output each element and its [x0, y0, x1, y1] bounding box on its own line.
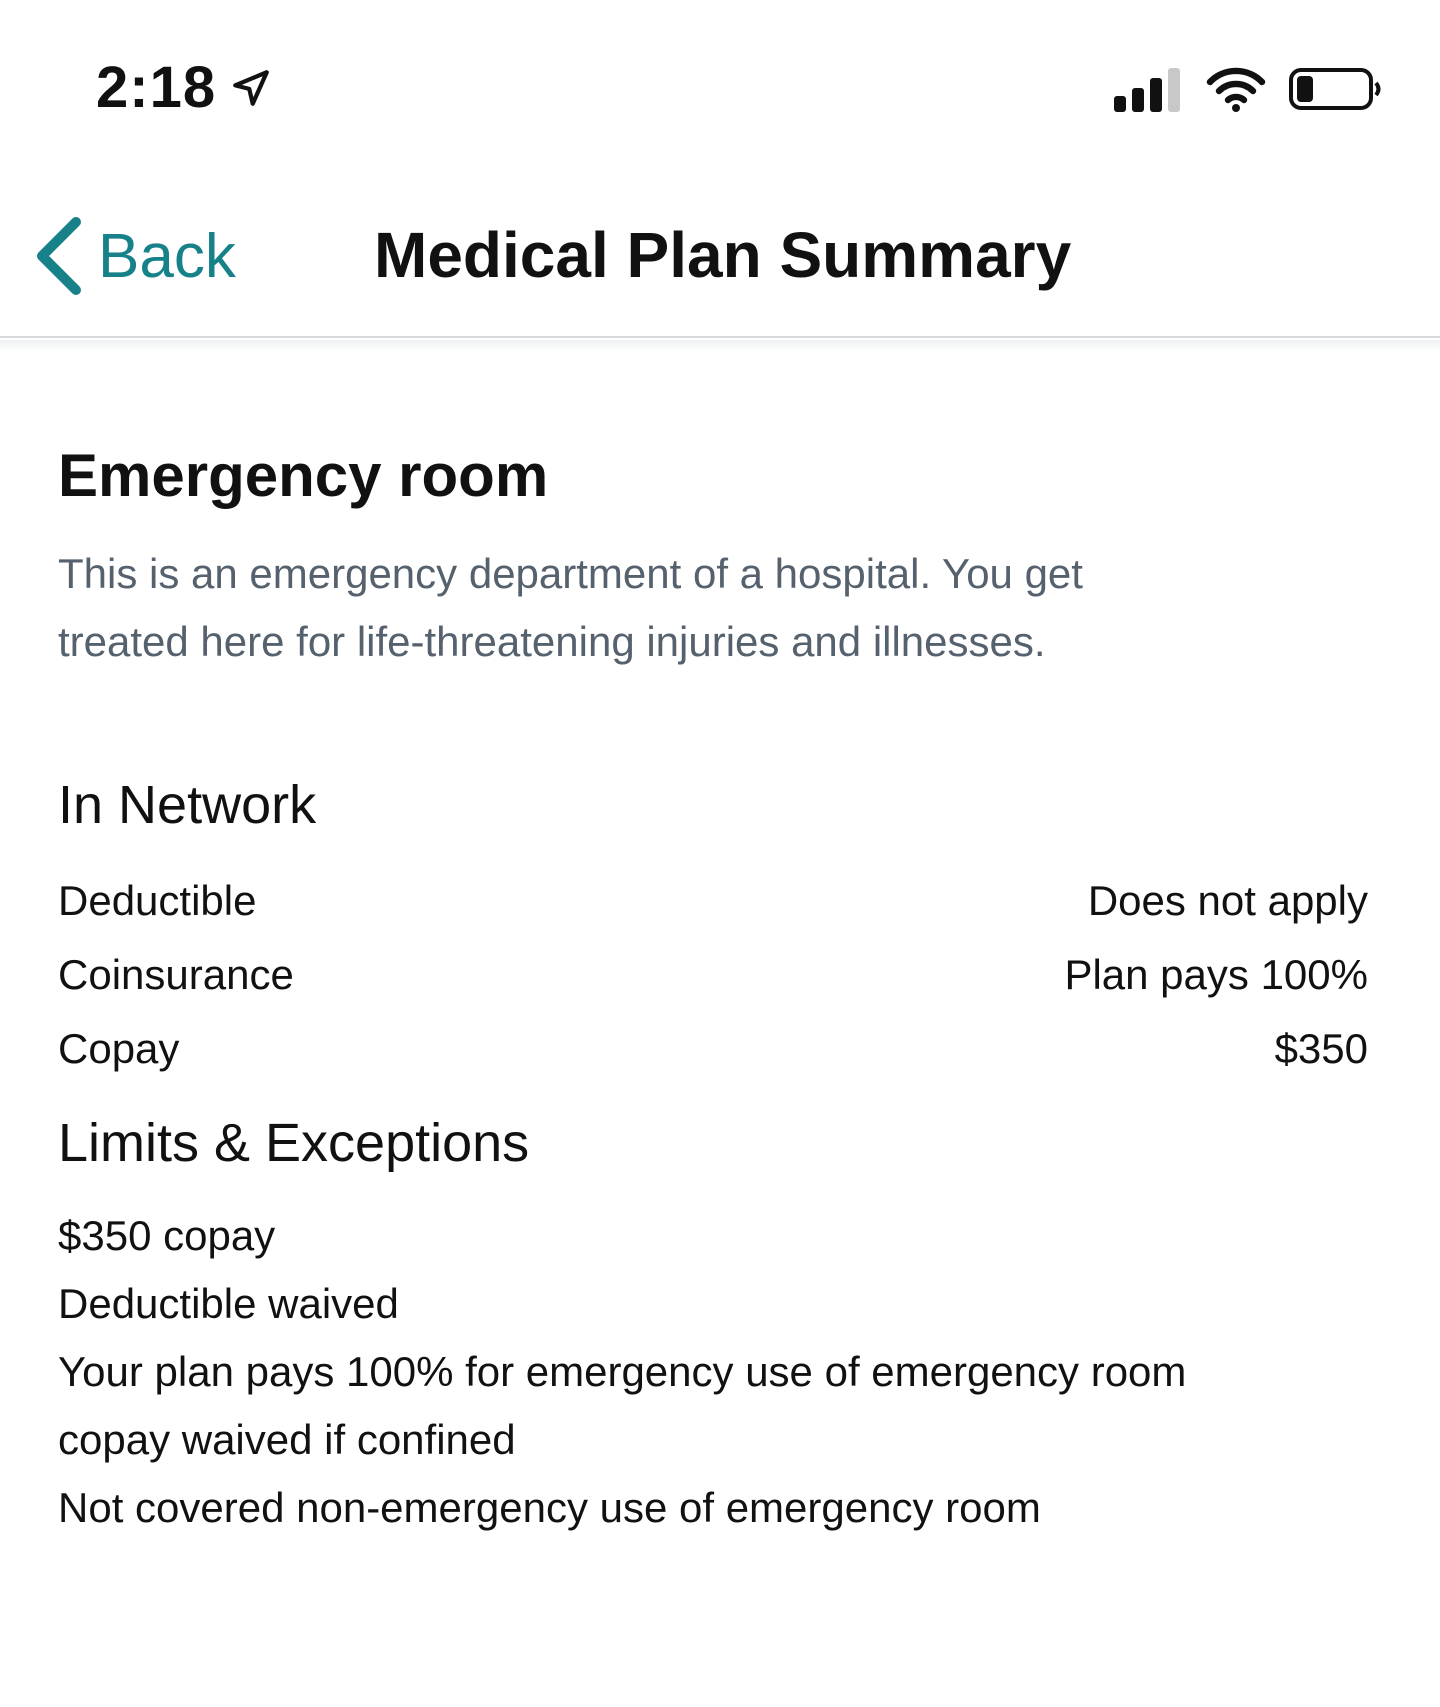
list-item: Your plan pays 100% for emergency use of emergency room	[58, 1348, 1187, 1395]
status-bar	[0, 0, 1440, 160]
back-label: Back	[98, 221, 236, 291]
time-text: 2:18	[96, 55, 217, 120]
service-title: Emergency room	[58, 442, 549, 509]
row-value: $350	[1274, 1025, 1368, 1072]
chevron-left-icon	[32, 214, 84, 298]
row-label: Deductible	[58, 877, 257, 924]
wifi-icon	[1206, 66, 1266, 112]
in-network-rows	[58, 864, 1368, 1086]
copay-row	[58, 1012, 1368, 1086]
service-description: This is an emergency department of a hospital. You get treated here for life-threatening injuries and illnesses.	[58, 550, 1083, 665]
battery-icon	[1288, 66, 1384, 112]
page-title: Medical Plan Summary	[374, 219, 1072, 291]
list-item: $350 copay	[58, 1212, 276, 1259]
status-icons	[1112, 64, 1384, 114]
coinsurance-row	[58, 938, 1368, 1012]
deductible-row	[58, 864, 1368, 938]
row-value: Does not apply	[1087, 877, 1368, 924]
status-time	[96, 54, 272, 121]
plan-detail-content	[58, 436, 1368, 1542]
navigation-bar	[0, 200, 1440, 338]
list-item: Not covered non-emergency use of emergency room	[58, 1484, 1041, 1531]
row-value: Plan pays 100%	[1064, 951, 1368, 998]
limits-heading: Limits & Exceptions	[58, 1113, 530, 1173]
back-button[interactable]	[32, 214, 236, 298]
list-item: Deductible waived	[58, 1280, 399, 1327]
in-network-heading: In Network	[58, 775, 317, 835]
nav-divider	[0, 340, 1440, 352]
list-item: copay waived if confined	[58, 1416, 516, 1463]
row-label: Coinsurance	[58, 951, 294, 998]
signal-icon	[1112, 66, 1184, 112]
limits-list	[58, 1202, 1368, 1542]
location-arrow-icon	[230, 67, 272, 109]
row-label: Copay	[58, 1025, 180, 1072]
